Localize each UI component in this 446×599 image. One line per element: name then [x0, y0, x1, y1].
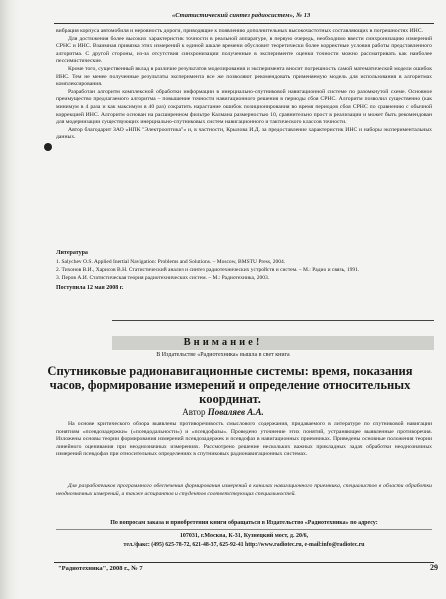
author-name: Поваляев А.А. — [207, 407, 264, 417]
header-rule — [54, 23, 434, 24]
paragraph-conclusion: Разработан алгоритм комплексной обработки информации в инерциально-спутниковой навигационной системе по разомкнутой схеме. Основное преимущество предлагаемого алгоритма – повышение точности навигационного решения в периоды сбоя СРНС. Алгоритм позволил существенно (как минимум в 4 раза и как максимум в 40 раз) сократить нарастание ошибок позиционирования во время периодов сбоя СРНС по сравнению с обычной коррекцией ИНС. Алгоритм основан на расширенном фильтре Калмана размерностью 10, сравнительно прост в реализации и может быть рекомендован для модернизации существующих инерциально-спутниковых систем навигационного и тактического классов точности. — [56, 88, 432, 126]
reference-item — [56, 275, 432, 282]
received-date: Поступила 12 мая 2008 г. — [56, 284, 124, 291]
reference-number: 3. — [56, 275, 61, 282]
running-header: «Статистический синтез радиосистем», № 13 — [172, 12, 311, 19]
references-section — [56, 250, 432, 291]
footer-journal-name: "Радиотехника", 2008 г., № 7 — [58, 565, 143, 572]
book-description: На основе критического обзора выявлены противоречивость смыслового содержания, придаваемого в литературе по спутниковой навигации понятиям «псевдозадержки» («псевдодальности») и «псевдофазы». Проведено уточнение этих понятий, устраняющее выявленные противоречия. Изложены основы теории формирования измерений псевдозадержек и псевдофаз в навигационных приемниках. Приведены основные положения теории линейного оценивания при неоднозначных измерениях. Рассмотрено решение нескольких важных прикладных задач обработки неоднозначных измерений псевдофаз при относительных определениях в спутниковых радионавигационных системах. — [56, 421, 432, 458]
publisher-line: В Издательстве «Радиотехника» вышла в свет книга — [156, 352, 290, 358]
reference-item — [56, 267, 432, 274]
book-audience: Для разработчиков программного обеспечения формирования измерений в каналах навигационного приемника, специалистов в области обработки неоднозначных измерений, а также аспирантов и студентов соответствующих специальностей. — [56, 483, 432, 497]
publisher-address: 107031, г.Москва, К-31, Кузнецкий мост, д. 20/6, — [179, 533, 309, 539]
reference-text: Salychev O.S. Applied Inertial Navigation: Problems and Solutions. – Moscow, BMSTU Press, 2004. — [61, 259, 286, 265]
order-rule — [56, 529, 432, 530]
book-author — [0, 407, 446, 417]
book-title: Спутниковые радионавигационные системы: время, показания часов, формирование измерений и определение относительных координат. — [47, 364, 413, 407]
reference-item — [56, 259, 432, 266]
footer-rule — [54, 562, 434, 563]
reference-text: Тихонов В.И., Харисов В.Н. Статистический анализ и синтез радиотехнических устройств и систем. – М.: Радио и связь, 1991. — [61, 267, 360, 274]
reference-number: 1. — [56, 259, 61, 265]
book-description-block — [56, 421, 432, 459]
reference-number: 2. — [56, 267, 61, 274]
author-prefix: Автор — [182, 407, 206, 417]
paragraph-intro: вибрация корпуса автомобиля и неровность дороги, приводящие к появлению дополнительных высокочастотных составляющих в погрешностях ИНС. — [56, 28, 423, 34]
bullet-marker — [44, 143, 52, 151]
article-continuation — [56, 28, 432, 142]
references-heading: Литература — [56, 250, 88, 256]
paragraph-acknowledgement: Автор благодарит ЗАО «НПК "Электрооптика"» и, в частности, Крылова И.Д. за предоставление характеристик ИНС и наборы экспериментальных данных. — [56, 126, 432, 141]
reference-text: Перов А.И. Статистическая теория радиотехнических систем. – М.: Радиотехника, 2003. — [61, 275, 270, 282]
attention-heading: Внимание! — [183, 337, 263, 348]
publisher-contacts: тел./факс: (495) 625-78-72, 621-48-37, 625-92-41 http://www.radiotec.ru, e-mail:info@radiotec.ru — [123, 542, 365, 548]
order-info-line: По вопросам заказа и приобретения книги обращаться в Издательство «Радиотехника» по адресу: — [110, 520, 378, 526]
announcement-top-rule — [112, 320, 434, 321]
paragraph-model-error: Кроме того, существенный вклад в различие результатов моделирования и эксперимента вносит погрешность самой математической модели ошибок ИНС. Тем не менее полученные результаты эксперимента все же позволяют рекомендовать применяемую модель для использования в алгоритмах комплексирования. — [56, 65, 432, 88]
paragraph-synchronization: Для достижения более высоких характеристик точности в реальной аппаратуре, в первую очередь, необходимо ввести синхронизацию измерений СРНС и ИНС. Взаимная привязка этих измерений к единой шкале времени обусловит теоретически более корректные условия работы представленного алгоритма. С другой стороны, из-за отсутствия синхронизации полученные в эксперименте оценки точности можно рассматривать как наиболее пессимистические. — [56, 35, 432, 65]
page-number: 29 — [430, 563, 438, 572]
binding-shadow — [0, 0, 18, 599]
